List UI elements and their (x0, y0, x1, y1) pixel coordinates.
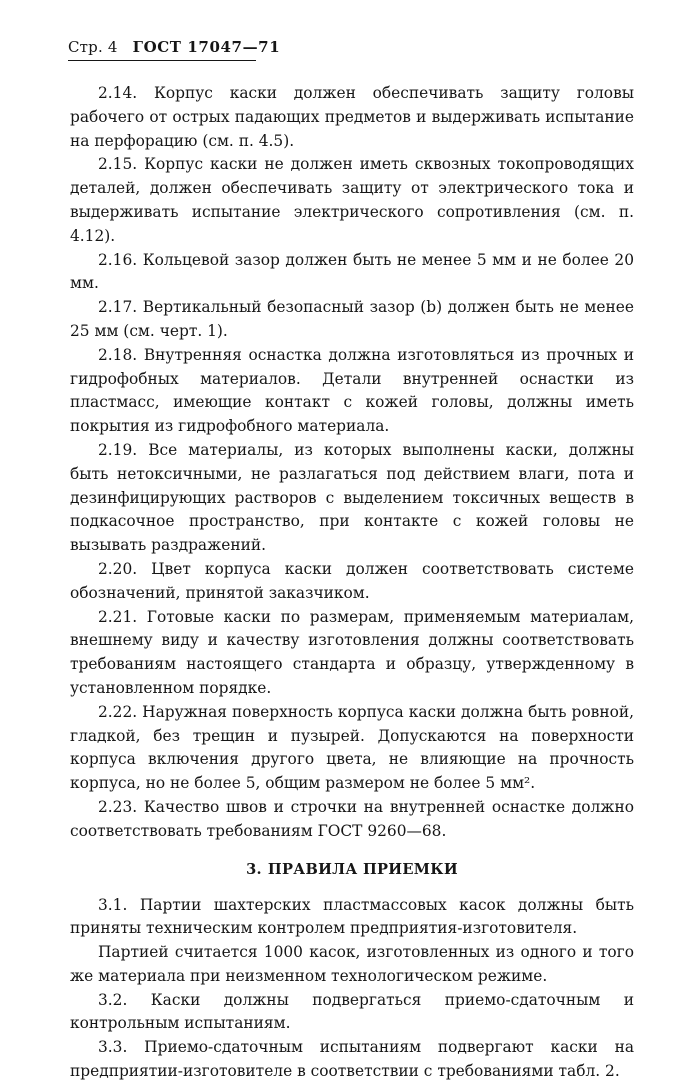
lot-definition: Партией считается 1000 касок, изготовленных из одного и того же материала при неизменном технологическом режиме. (70, 943, 634, 985)
clause-3-2: 3.2. Каски должны подвергаться приемо-сдаточным и контрольным испытаниям. (70, 990, 634, 1033)
section-title: ПРАВИЛА ПРИЕМКИ (267, 860, 458, 878)
page-header (68, 38, 280, 56)
header-rule (68, 60, 256, 61)
clause-2-19: 2.19. Все материалы, из которых выполнены каски, должны быть нетоксичными, не разлагаться под действием влаги, пота и дезинфицирующих растворов с выделением токсичных веществ в подкасочное пространство, при контакте с кожей головы не вызывать раздражений. (70, 440, 634, 555)
clause-2-22: 2.22. Наружная поверхность корпуса каски должна быть ровной, гладкой, без трещин и пузырей. Допускаются на поверхности корпуса включения другого цвета, не влияющие на прочность корпуса, но не более 5, общим размером не более 5 мм². (70, 702, 634, 793)
clause-2-21: 2.21. Готовые каски по размерам, применяемым материалам, внешнему виду и качеству изготовления должны соответствовать требованиям настоящего стандарта и образцу, утвержденному в установленном порядке. (70, 607, 634, 697)
clause-3-1: 3.1. Партии шахтерских пластмассовых касок должны быть приняты техническим контролем предприятия-изготовителя. (70, 895, 634, 938)
section-number: 3. (246, 860, 262, 878)
clause-2-18: 2.18. Внутренняя оснастка должна изготовляться из прочных и гидрофобных материалов. Детали внутренней оснастки из пластмасс, имеющие контакт с кожей головы, должны иметь покрытия из гидрофобного материала. (70, 345, 634, 436)
clause-2-20: 2.20. Цвет корпуса каски должен соответствовать системе обозначений, принятой заказчиком. (70, 559, 634, 602)
clause-3-3: 3.3. Приемо-сдаточным испытаниям подвергают каски на предприятии-изготовителе в соответствии с требованиями табл. 2. (70, 1038, 634, 1081)
section-heading (70, 858, 634, 882)
clause-2-23: 2.23. Качество швов и строчки на внутренней оснастке должно соответствовать требованиям ГОСТ 9260—68. (70, 797, 634, 840)
clause-2-16: 2.16. Кольцевой зазор должен быть не менее 5 мм и не более 20 мм. (70, 250, 634, 293)
clause-2-15: 2.15. Корпус каски не должен иметь сквозных токопроводящих деталей, должен обеспечивать защиту от электрического тока и выдерживать испытание электрического сопротивления (см. п. 4.12). (70, 155, 634, 245)
clause-2-14: 2.14. Корпус каски должен обеспечивать защиту головы рабочего от острых падающих предметов и выдерживать испытание на перфорацию (см. п. 4.5). (70, 84, 634, 150)
page-number: Стр. 4 (68, 38, 118, 56)
standard-code: ГОСТ 17047—71 (132, 38, 281, 56)
clause-2-17: 2.17. Вертикальный безопасный зазор (b) должен быть не менее 25 мм (см. черт. 1). (70, 298, 634, 340)
document-body (70, 82, 634, 1084)
